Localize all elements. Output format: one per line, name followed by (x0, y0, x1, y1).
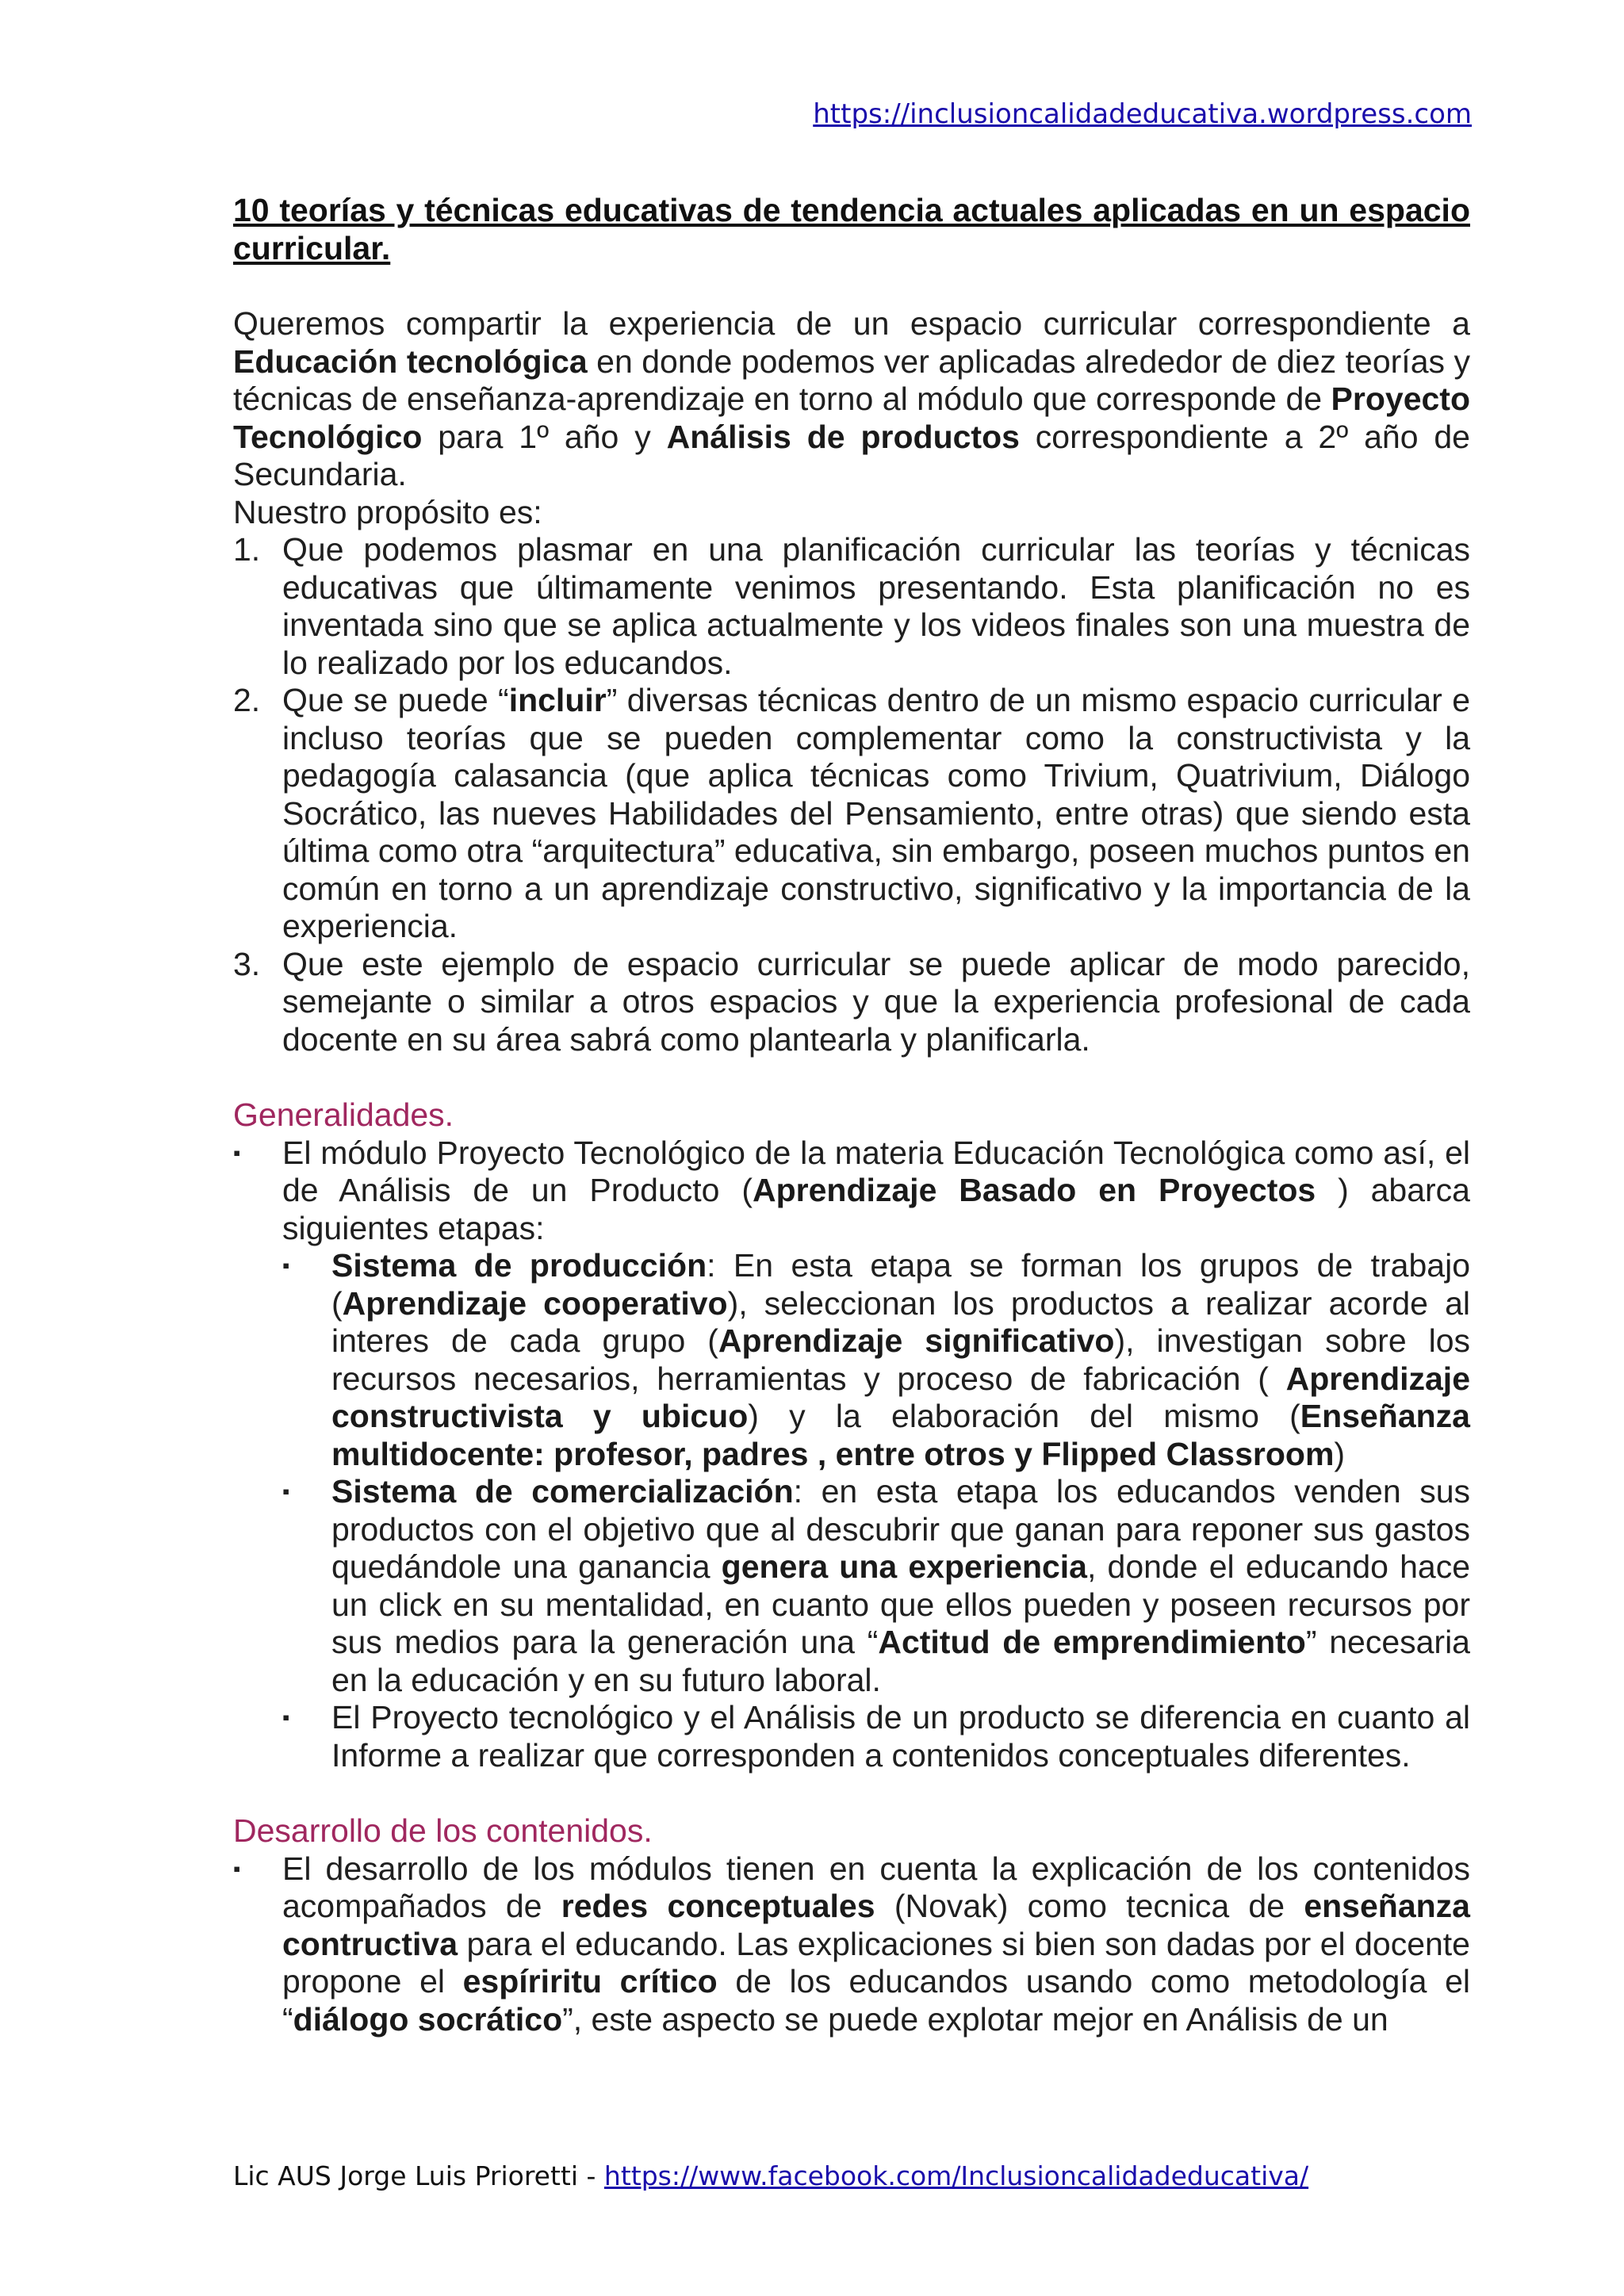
bullet-icon: ▪ (282, 1479, 290, 1503)
sub2-text-1: : en esta etapa los educandos venden sus productos con el objetivo que al descubrir que ganan para reponer sus gastos quedándole una ganancia (331, 1473, 1471, 1585)
intro-bold-3: Análisis de productos (666, 418, 1020, 455)
footer-author: Lic AUS Jorge Luis Prioretti - (233, 2160, 604, 2191)
des-text-1: El desarrollo de los módulos tienen en cuenta la explicación de los contenidos acompañados de (282, 1850, 1470, 1924)
section-heading-generalidades: Generalidades. (233, 1096, 454, 1133)
des-text-5: ”, este aspecto se puede explotar mejor en Análisis de un (562, 2000, 1388, 2038)
intro-bold-1: Educación tecnológica (233, 342, 588, 380)
sub1-text-2: ), seleccionan los productos a realizar acorde al interes de cada grupo ( (331, 1284, 1470, 1359)
sub3-text: El Proyecto tecnológico y el Análisis de un producto se diferencia en cuanto al Informe a realizar que corresponden a contenidos conceptuales diferentes. (331, 1699, 1470, 1774)
des-bold-1: redes conceptuales (561, 1888, 875, 1924)
gen-item1-text-1: El módulo Proyecto Tecnológico de la materia Educación Tecnológica como así, el de Análisis de un Producto ( (282, 1134, 1470, 1208)
purpose-text-2a: Que se puede “ (282, 682, 509, 718)
generalidades-list (233, 1135, 1470, 1775)
sub1-bold-2: Aprendizaje cooperativo (342, 1284, 728, 1322)
desarrollo-item-1 (233, 1850, 1470, 2039)
purpose-number-3: 3. (233, 945, 261, 982)
intro-paragraph (233, 305, 1470, 494)
document-title: 10 teorías y técnicas educativas de tendencia actuales aplicadas en un espacio curricular. (233, 192, 1470, 266)
purpose-label: Nuestro propósito es: (233, 493, 542, 530)
intro-text-4: correspondiente a 2º año de Secundaria. (233, 418, 1470, 492)
generalidades-sublist (282, 1247, 1470, 1774)
des-text-4: de los educandos usando como metodología el “ (282, 1963, 1470, 2038)
purpose-item-2 (233, 682, 1470, 946)
sub1-bold-4: Aprendizaje constructivista y ubicuo (331, 1360, 1470, 1434)
purpose-text-2c: ” diversas técnicas dentro de un mismo espacio curricular e incluso teorías que se pueden complementar como la constructivista y la pedagogía calasancia (que aplica técnicas como Trivium, Quatrivium, Diálogo Socrático, las nueves Habilidades del Pensamiento, entre otras) que siendo esta última como otra “arquitectura” educativa, sin embargo, poseen muchos puntos en común en torno a un aprendizaje constructivo, significativo y la importancia de la experiencia. (282, 682, 1470, 944)
bullet-icon: ▪ (282, 1705, 290, 1729)
generalidades-item-1 (233, 1135, 1470, 1775)
purpose-text-3: Que este ejemplo de espacio curricular se puede aplicar de modo parecido, semejante o similar a otros espacios y que la experiencia profesional de cada docente en su área sabrá como plantearla y planificarla. (282, 945, 1470, 1058)
sub-item-comercializacion (282, 1473, 1470, 1699)
bullet-icon: ▪ (233, 1140, 241, 1165)
document-body (233, 192, 1470, 2038)
sub2-text-3: ” necesaria en la educación y en su futuro laboral. (331, 1624, 1470, 1698)
bullet-icon: ▪ (282, 1253, 290, 1277)
sub1-text-3: ), investigan sobre los recursos necesarios, herramientas y proceso de fabricación ( (331, 1322, 1470, 1397)
des-text-3: para el educando. Las explicaciones si bien son dadas por el docente propone el (282, 1925, 1470, 1999)
intro-text-2: en donde podemos ver aplicadas alrededor de diez teorías y técnicas de enseñanza-aprendizaje en torno al módulo que corresponde de (233, 342, 1471, 417)
purpose-item-3 (233, 946, 1470, 1059)
purpose-bold-2: incluir (508, 682, 607, 718)
sub-item-diferencia (282, 1699, 1470, 1774)
sub2-bold-2: genera una experiencia (721, 1548, 1087, 1585)
header-link[interactable]: https://inclusioncalidadeducativa.wordpress.com (813, 98, 1472, 130)
gen-item1-bold-1: Aprendizaje Basado en Proyectos (752, 1172, 1339, 1208)
sub2-bold-3: Actitud de emprendimiento (878, 1624, 1306, 1660)
des-bold-3: espíriritu crítico (462, 1963, 718, 1999)
purpose-list (233, 531, 1470, 1058)
sub1-text-4: ) y la elaboración del mismo ( (748, 1398, 1300, 1434)
intro-text-1: Queremos compartir la experiencia de un espacio curricular correspondiente a (233, 305, 1470, 342)
des-bold-2: enseñanza contructiva (282, 1888, 1470, 1962)
footer-link[interactable]: https://www.facebook.com/Inclusioncalidadeducativa/ (603, 2160, 1309, 2191)
des-text-2: (Novak) como tecnica de (875, 1888, 1304, 1924)
intro-text-3: para 1º año y (422, 418, 667, 455)
sub2-bold-1: Sistema de comercialización (331, 1473, 794, 1510)
purpose-number-1: 1. (233, 531, 261, 568)
page-footer (233, 2160, 1308, 2191)
sub-item-produccion (282, 1247, 1470, 1473)
sub1-bold-5: Enseñanza multidocente: profesor, padres , entre otros y Flipped Classroom (331, 1398, 1470, 1472)
desarrollo-list (233, 1850, 1470, 2039)
bullet-icon: ▪ (233, 1856, 241, 1881)
purpose-text-1: Que podemos plasmar en una planificación curricular las teorías y técnicas educativas que últimamente venimos presentando. Esta planificación no es inventada sino que se aplica actualmente y los videos finales son una muestra de lo realizado por los educandos. (282, 531, 1470, 681)
sub1-text-5: ) (1334, 1435, 1346, 1472)
sub1-text-1: : En esta etapa se forman los grupos de trabajo ( (331, 1247, 1470, 1322)
sub1-bold-3: Aprendizaje significativo (718, 1322, 1115, 1359)
sub2-text-2: , donde el educando hace un click en su mentalidad, en cuanto que ellos pueden y poseen recursos por sus medios para la generación una “ (331, 1548, 1471, 1660)
purpose-item-1 (233, 531, 1470, 682)
sub1-bold-1: Sistema de producción (331, 1247, 707, 1284)
des-bold-4: diálogo socrático (293, 2000, 563, 2038)
purpose-number-2: 2. (233, 682, 261, 718)
gen-item1-text-2: ) abarca siguientes etapas: (282, 1172, 1470, 1246)
section-heading-desarrollo: Desarrollo de los contenidos. (233, 1812, 653, 1849)
intro-bold-2: Proyecto Tecnológico (233, 381, 1470, 455)
